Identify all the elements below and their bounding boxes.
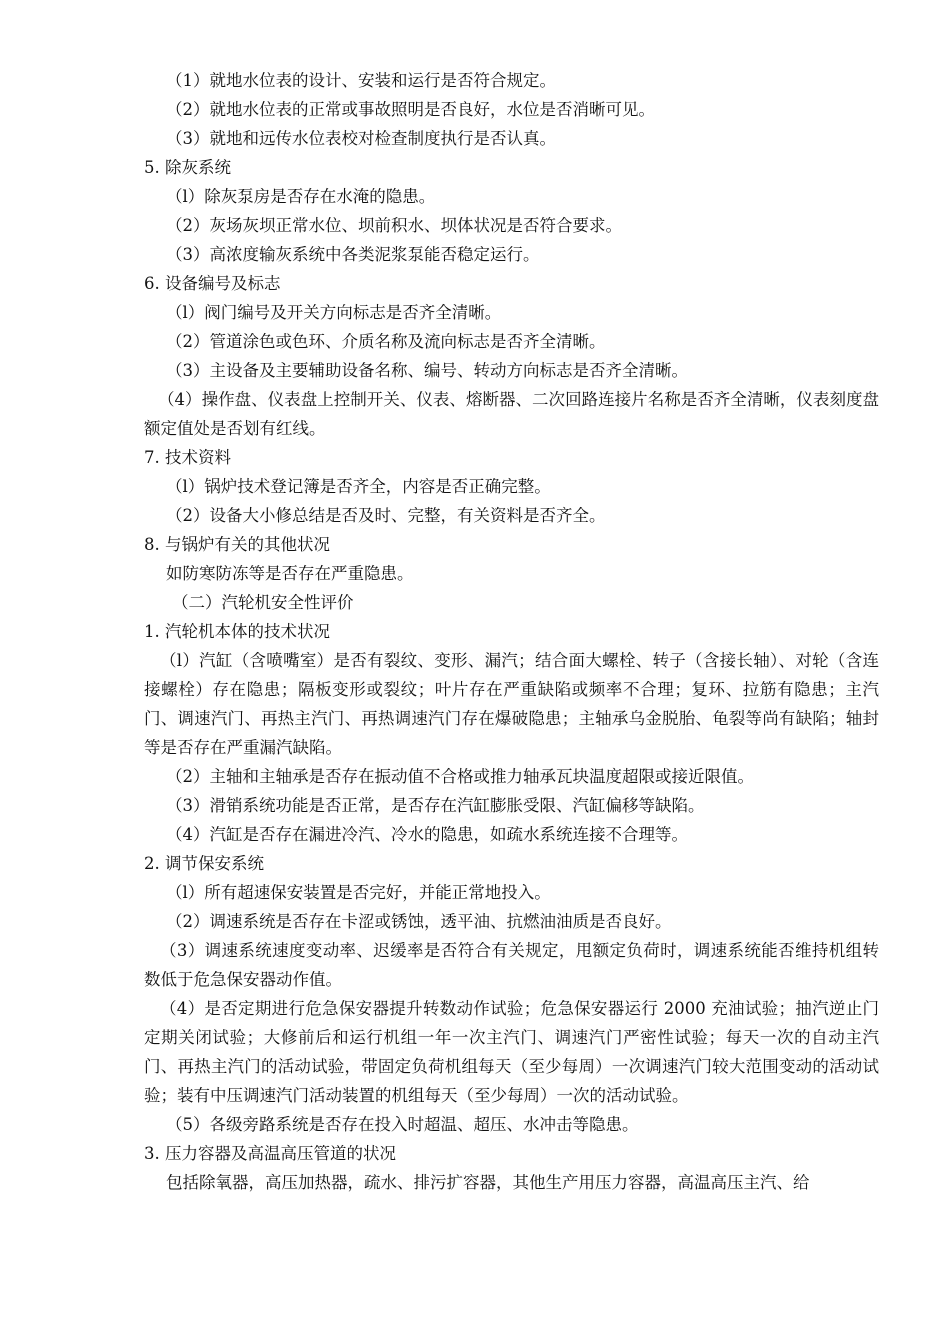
document-body bbox=[144, 66, 879, 1197]
item-t2-5: （5）各级旁路系统是否存在投入时超温、超压、水冲击等隐患。 bbox=[166, 1115, 639, 1134]
item-6-3: （3）主设备及主要辅助设备名称、编号、转动方向标志是否齐全清晰。 bbox=[166, 361, 688, 380]
section-heading-5: 5. 除灰系统 bbox=[144, 158, 231, 177]
item-t2-3: （3）调速系统速度变动率、迟缓率是否符合有关规定，甩额定负荷时，调速系统能否维持机组转数低于危急保安器动作值。 bbox=[144, 941, 879, 989]
item-t2-4: （4）是否定期进行危急保安器提升转数动作试验；危急保安器运行 2000 充油试验；抽汽逆止门定期关闭试验；大修前后和运行机组一年一次主汽门、调速汽门严密性试验；每天一次的自动主汽门、再热主汽门的活动试验，带固定负荷机组每天（至少每周）一次调速汽门较大范围变动的活动试验；装有中压调速汽门活动装置的机组每天（至少每周）一次的活动试验。 bbox=[144, 999, 879, 1105]
item-7-1: （l）锅炉技术登记簿是否齐全，内容是否正确完整。 bbox=[166, 477, 551, 496]
item-6-1: （l）阀门编号及开关方向标志是否齐全清晰。 bbox=[166, 303, 502, 322]
item-t1-1: （l）汽缸（含喷嘴室）是否有裂纹、变形、漏汽；结合面大螺栓、转子（含接长轴）、对轮（含连接螺栓）存在隐患；隔板变形或裂纹；叶片存在严重缺陷或频率不合理；复环、拉筋有隐患；主汽门、调速汽门、再热主汽门、再热调速汽门存在爆破隐患；主轴承乌金脱胎、龟裂等尚有缺陷；轴封等是否存在严重漏汽缺陷。 bbox=[144, 651, 879, 757]
item-t2-1: （l）所有超速保安装置是否完好，并能正常地投入。 bbox=[166, 883, 551, 902]
section-heading-turbine-2: 2. 调节保安系统 bbox=[144, 854, 264, 873]
section-heading-6: 6. 设备编号及标志 bbox=[144, 274, 281, 293]
item-t1-3: （3）滑销系统功能是否正常，是否存在汽缸膨胀受限、汽缸偏移等缺陷。 bbox=[166, 796, 705, 815]
item-t3-text: 包括除氧器，高压加热器，疏水、排污扩容器，其他生产用压力容器，高温高压主汽、给 bbox=[166, 1173, 810, 1192]
item-t1-4: （4）汽缸是否存在漏进冷汽、冷水的隐患，如疏水系统连接不合理等。 bbox=[166, 825, 688, 844]
item-t2-2: （2）调速系统是否存在卡涩或锈蚀，透平油、抗燃油油质是否良好。 bbox=[166, 912, 672, 931]
item-1-2: （2）就地水位表的正常或事故照明是否良好，水位是否消晰可见。 bbox=[166, 100, 655, 119]
section-heading-turbine-3: 3. 压力容器及高温高压管道的状况 bbox=[144, 1144, 396, 1163]
section-heading-7: 7. 技术资料 bbox=[144, 448, 231, 467]
item-5-3: （3）高浓度输灰系统中各类泥浆泵能否稳定运行。 bbox=[166, 245, 540, 264]
item-1-1: （1）就地水位表的设计、安装和运行是否符合规定。 bbox=[166, 71, 556, 90]
item-5-2: （2）灰场灰坝正常水位、坝前积水、坝体状况是否符合要求。 bbox=[166, 216, 622, 235]
section-heading-8: 8. 与锅炉有关的其他状况 bbox=[144, 535, 330, 554]
item-1-3: （3）就地和远传水位表校对检查制度执行是否认真。 bbox=[166, 129, 556, 148]
item-t1-2: （2）主轴和主轴承是否存在振动值不合格或推力轴承瓦块温度超限或接近限值。 bbox=[166, 767, 754, 786]
item-7-2: （2）设备大小修总结是否及时、完整，有关资料是否齐全。 bbox=[166, 506, 606, 525]
item-6-4: （4）操作盘、仪表盘上控制开关、仪表、熔断器、二次回路连接片名称是否齐全清晰，仪表刻度盘额定值处是否划有红线。 bbox=[144, 390, 879, 438]
item-6-2: （2）管道涂色或色环、介质名称及流向标志是否齐全清晰。 bbox=[166, 332, 606, 351]
subsection-heading-turbine: （二）汽轮机安全性评价 bbox=[172, 593, 354, 612]
item-5-1: （l）除灰泵房是否存在水淹的隐患。 bbox=[166, 187, 436, 206]
item-8-text: 如防寒防冻等是否存在严重隐患。 bbox=[166, 564, 414, 583]
section-heading-turbine-1: 1. 汽轮机本体的技术状况 bbox=[144, 622, 330, 641]
